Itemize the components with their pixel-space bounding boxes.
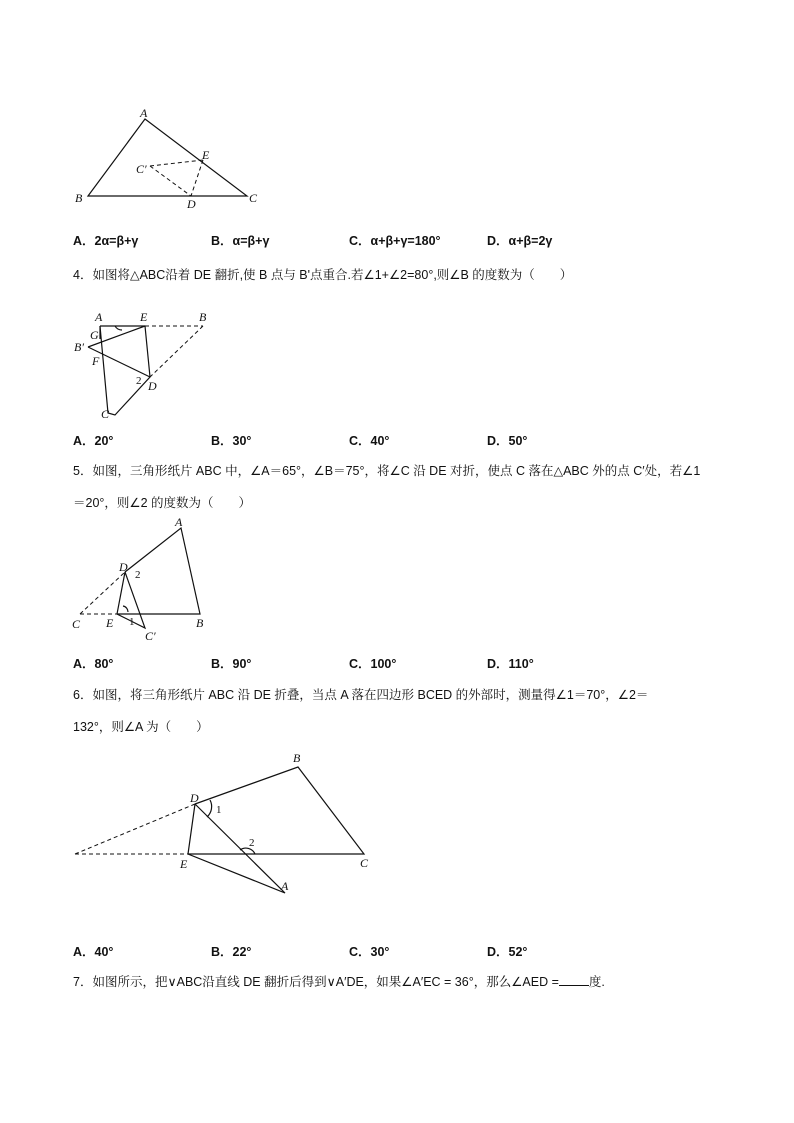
q4-option-d[interactable]: D．50° (487, 434, 528, 448)
q5-option-a[interactable]: A．80° (73, 657, 114, 671)
q4-option-a[interactable]: A．20° (73, 434, 114, 448)
q4-label-B-prime: B′ (74, 340, 84, 354)
q3-option-c[interactable]: C．α+β+γ=180° (349, 234, 441, 248)
q4-option-b[interactable]: B．30° (211, 434, 252, 448)
q6-option-c[interactable]: C．30° (349, 945, 390, 959)
q4-label-C: C (101, 407, 110, 421)
q6-label-B: B (293, 751, 301, 765)
q5-label-2: 2 (135, 569, 141, 581)
q3-label-B: B (75, 191, 83, 205)
q6-label-2: 2 (249, 837, 255, 849)
q4-label-2: 2 (136, 375, 142, 387)
q5-option-b[interactable]: B．90° (211, 657, 252, 671)
q7-question (73, 973, 605, 991)
q6-figure (70, 745, 380, 895)
q7-question-end: 度. (588, 975, 605, 989)
q3-option-b[interactable]: B．α=β+γ (211, 234, 270, 248)
q4-option-c[interactable]: C．40° (349, 434, 390, 448)
q7-answer-blank[interactable] (559, 973, 589, 986)
q7-question-start: 7．如图所示，把∨ABC沿直线 DE 翻折后得到∨A′DE，如果∠A′EC = 36°，那么∠AED = (73, 975, 559, 989)
q5-option-c[interactable]: C．100° (349, 657, 397, 671)
q5-label-C: C (72, 617, 81, 631)
q4-figure (70, 305, 220, 425)
q5-question-line1: 5．如图，三角形纸片 ABC 中，∠A＝65°，∠B＝75°，将∠C 沿 DE 对折，使点 C 落在△ABC 外的点 C′处，若∠1 (73, 464, 701, 478)
q4-label-F: F (92, 354, 100, 368)
q6-label-C: C (360, 856, 369, 870)
q5-figure (65, 515, 225, 643)
q3-option-a[interactable]: A．2α=β+γ (73, 234, 139, 248)
q5-label-D: D (119, 560, 128, 574)
q5-label-A: A (175, 515, 183, 529)
q6-question-line1: 6．如图，将三角形纸片 ABC 沿 DE 折叠，当点 A 落在四边形 BCED 的外部时，测量得∠1＝70°，∠2＝ (73, 688, 649, 702)
q5-question-line2: ＝20°，则∠2 的度数为（ ） (73, 496, 252, 510)
q3-label-C-prime: C′ (136, 162, 147, 176)
q4-label-G: G (90, 328, 99, 342)
q3-label-C: C (249, 191, 258, 205)
q4-label-D: D (148, 379, 157, 393)
q4-question: 4．如图将△ABC沿着 DE 翻折,使 B 点与 B'点重合.若∠1+∠2=80°,则∠B 的度数为（ ） (73, 268, 573, 282)
q6-option-b[interactable]: B．22° (211, 945, 252, 959)
q4-label-A: A (95, 310, 103, 324)
q4-label-E: E (140, 310, 148, 324)
q6-option-a[interactable]: A．40° (73, 945, 114, 959)
q6-label-D: D (190, 791, 199, 805)
q3-option-d[interactable]: D．α+β=2γ (487, 234, 553, 248)
q5-label-1: 1 (129, 616, 135, 628)
q3-label-D: D (187, 197, 196, 211)
q5-label-B: B (196, 616, 204, 630)
q6-question-line2: 132°，则∠A 为（ ） (73, 720, 209, 734)
q5-option-d[interactable]: D．110° (487, 657, 534, 671)
q5-label-E: E (106, 616, 114, 630)
q6-label-E: E (180, 857, 188, 871)
q6-option-d[interactable]: D．52° (487, 945, 528, 959)
q6-label-1: 1 (216, 804, 222, 816)
q5-label-C-prime: C′ (145, 629, 156, 643)
q4-label-B: B (199, 310, 207, 324)
q6-label-A: A (281, 879, 289, 893)
q3-label-A: A (140, 106, 148, 120)
q3-label-E: E (202, 148, 210, 162)
q3-figure (70, 105, 270, 215)
